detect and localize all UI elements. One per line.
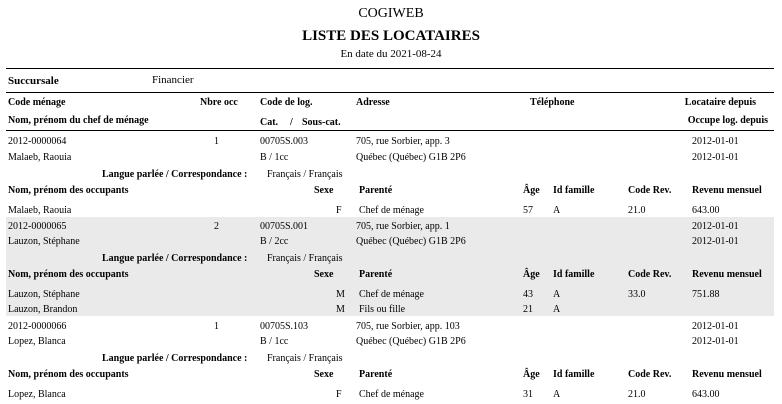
col-cat: Cat. (260, 117, 279, 128)
occ-col-code-rev: Code Rev. (628, 269, 672, 280)
occupant-name: Lauzon, Stéphane (8, 289, 80, 300)
report-date: En date du 2021-08-24 (340, 48, 442, 60)
household-cat: B / 1cc (260, 152, 289, 163)
col-nom-chef: Nom, prénom du chef de ménage (8, 115, 149, 126)
household-address-line2: Québec (Québec) G1B 2P6 (356, 152, 466, 163)
occ-col-sexe: Sexe (314, 369, 334, 380)
occupant-sexe: M (336, 304, 345, 315)
occupant-name: Lopez, Blanca (8, 389, 66, 400)
household-locataire-depuis: 2012-01-01 (692, 321, 739, 332)
household-code: 2012-0000064 (8, 136, 67, 147)
occupant-age: 21 (523, 304, 533, 315)
occ-col-nom: Nom, prénom des occupants (8, 369, 129, 380)
occ-col-revenu: Revenu mensuel (692, 369, 762, 380)
occupant-parente: Chef de ménage (359, 205, 424, 216)
col-code-log: Code de log. (260, 97, 313, 108)
occupant-parente: Chef de ménage (359, 289, 424, 300)
household-cat: B / 1cc (260, 336, 289, 347)
occupant-sexe: M (336, 289, 345, 300)
household-address-line1: 705, rue Sorbier, app. 3 (356, 136, 450, 147)
occupant-id-famille: A (553, 304, 561, 315)
occ-col-age: Âge (523, 269, 540, 280)
occ-col-age: Âge (523, 185, 540, 196)
household-address-line1: 705, rue Sorbier, app. 103 (356, 321, 460, 332)
household-nbre-occ: 2 (214, 221, 219, 232)
household-address-line2: Québec (Québec) G1B 2P6 (356, 236, 466, 247)
household-code-log: 00705S.003 (260, 136, 309, 147)
occupant-age: 43 (523, 289, 533, 300)
household-code-log: 00705S.103 (260, 321, 309, 332)
col-adresse: Adresse (356, 97, 390, 108)
col-telephone: Téléphone (530, 97, 575, 108)
occ-col-code-rev: Code Rev. (628, 369, 672, 380)
language-label: Langue parlée / Correspondance : (102, 353, 248, 364)
occupant-id-famille: A (553, 205, 561, 216)
household-occupe-depuis: 2012-01-01 (692, 236, 739, 247)
language-value: Français / Français (267, 253, 343, 264)
household-nbre-occ: 1 (214, 136, 219, 147)
household-code-log: 00705S.001 (260, 221, 309, 232)
branch-value: Financier (152, 74, 194, 86)
occ-col-nom: Nom, prénom des occupants (8, 269, 129, 280)
occupant-age: 57 (523, 205, 533, 216)
occupant-name: Lauzon, Brandon (8, 304, 78, 315)
occ-col-parente: Parenté (359, 269, 393, 280)
occ-col-code-rev: Code Rev. (628, 185, 672, 196)
household-occupe-depuis: 2012-01-01 (692, 152, 739, 163)
occupant-code-rev: 21.0 (628, 389, 646, 400)
language-value: Français / Français (267, 169, 343, 180)
occupant-code-rev: 33.0 (628, 289, 646, 300)
household-address-line1: 705, rue Sorbier, app. 1 (356, 221, 450, 232)
occupant-name: Malaeb, Raouia (8, 205, 72, 216)
branch-label: Succursale (8, 75, 59, 87)
occupant-id-famille: A (553, 289, 561, 300)
occupant-revenu: 751.88 (692, 289, 720, 300)
occupant-id-famille: A (553, 389, 561, 400)
col-occupe-depuis: Occupe log. depuis (687, 115, 768, 126)
occ-col-sexe: Sexe (314, 269, 334, 280)
company-name: COGIWEB (358, 6, 424, 21)
occ-col-revenu: Revenu mensuel (692, 185, 762, 196)
household-locataire-depuis: 2012-01-01 (692, 136, 739, 147)
occupant-code-rev: 21.0 (628, 205, 646, 216)
occ-col-id-famille: Id famille (553, 269, 595, 280)
occupant-sexe: F (336, 389, 342, 400)
col-nbre-occ: Nbre occ (200, 97, 238, 108)
household-code: 2012-0000065 (8, 221, 67, 232)
col-code-menage: Code ménage (8, 97, 66, 108)
top-divider (6, 68, 774, 69)
household-code: 2012-0000066 (8, 321, 67, 332)
occ-col-sexe: Sexe (314, 185, 334, 196)
language-label: Langue parlée / Correspondance : (102, 169, 248, 180)
language-label: Langue parlée / Correspondance : (102, 253, 248, 264)
col-cat-slash: / (290, 117, 293, 128)
occ-col-age: Âge (523, 369, 540, 380)
household-cat: B / 2cc (260, 236, 289, 247)
household-head-name: Malaeb, Raouia (8, 152, 72, 163)
occ-col-nom: Nom, prénom des occupants (8, 185, 129, 196)
occupant-sexe: F (336, 205, 342, 216)
language-value: Français / Français (267, 353, 343, 364)
occupant-revenu: 643.00 (692, 389, 720, 400)
household-locataire-depuis: 2012-01-01 (692, 221, 739, 232)
occ-col-id-famille: Id famille (553, 369, 595, 380)
household-address-line2: Québec (Québec) G1B 2P6 (356, 336, 466, 347)
household-head-name: Lopez, Blanca (8, 336, 66, 347)
occ-col-id-famille: Id famille (553, 185, 595, 196)
branch-divider (6, 92, 774, 93)
household-occupe-depuis: 2012-01-01 (692, 336, 739, 347)
header-divider (6, 130, 774, 131)
col-sous-cat: Sous-cat. (302, 117, 341, 128)
occupant-parente: Chef de ménage (359, 389, 424, 400)
col-locataire-depuis: Locataire depuis (684, 97, 756, 108)
occupant-parente: Fils ou fille (359, 304, 406, 315)
report-title: LISTE DES LOCATAIRES (302, 28, 480, 44)
occ-col-revenu: Revenu mensuel (692, 269, 762, 280)
occupant-revenu: 643.00 (692, 205, 720, 216)
household-nbre-occ: 1 (214, 321, 219, 332)
household-head-name: Lauzon, Stéphane (8, 236, 80, 247)
occ-col-parente: Parenté (359, 369, 393, 380)
occ-col-parente: Parenté (359, 185, 393, 196)
occupant-age: 31 (523, 389, 533, 400)
